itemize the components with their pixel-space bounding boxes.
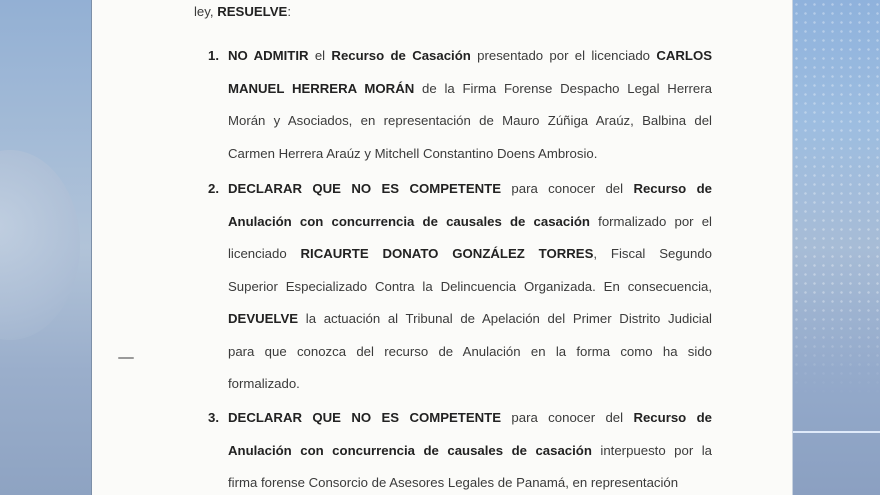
paragraph-line <box>228 246 712 262</box>
bold-text: Recurso de <box>633 181 712 196</box>
bold-text: NO ADMITIR <box>228 48 309 63</box>
text: interpuesto por la <box>591 442 712 458</box>
margin-mark <box>118 357 134 359</box>
intro-prefix: ley, <box>194 4 218 19</box>
text: para que conozca del recurso de Anulación en la forma como ha sido <box>228 343 712 359</box>
item-number: 1. <box>208 48 219 63</box>
text: Superior Especializado Contra la Delincuencia Organizada. En consecuencia, <box>228 278 712 294</box>
text: , Fiscal Segundo <box>593 246 713 261</box>
text: la actuación al Tribunal de Apelación del Primer Distrito Judicial <box>298 311 712 326</box>
background-dot-pattern <box>792 0 880 495</box>
paragraph-line <box>228 279 712 295</box>
intro-suffix: : <box>287 4 291 19</box>
paragraph-line <box>228 443 712 459</box>
text: para conocer del <box>501 410 634 425</box>
bold-text: Recurso de <box>633 410 712 425</box>
paragraph-line <box>228 181 712 197</box>
paragraph-line <box>228 344 712 360</box>
background-light-streak <box>792 431 880 433</box>
bold-text: DECLARAR QUE NO ES COMPETENTE <box>228 181 502 196</box>
bold-text: RICAURTE DONATO GONZÁLEZ TORRES <box>300 246 594 261</box>
paragraph-line <box>228 376 712 392</box>
bold-text: DECLARAR QUE NO ES COMPETENTE <box>228 410 502 425</box>
text: formalizado por el <box>589 213 712 229</box>
text: firma forense Consorcio de Asesores Legales de Panamá, en representación <box>228 475 679 490</box>
text: de la Firma Forense Despacho Legal Herrera <box>414 80 712 96</box>
paragraph-line <box>228 81 712 97</box>
background-globe-graphic <box>0 150 80 340</box>
bold-text: MANUEL HERRERA MORÁN <box>228 80 415 96</box>
bold-text: Anulación con concurrencia de causales de casación <box>228 442 592 458</box>
item-number: 3. <box>208 410 219 425</box>
bold-text: CARLOS <box>656 48 712 63</box>
intro-resuelve: RESUELVE <box>217 4 288 19</box>
background-left-panel <box>0 0 92 495</box>
paragraph-line <box>228 146 712 162</box>
text: Morán y Asociados, en representación de Mauro Zúñiga Araúz, Balbina del <box>228 113 712 128</box>
bold-text: Anulación con concurrencia de causales de casación <box>228 213 590 229</box>
text: para conocer del <box>501 181 634 196</box>
text: Carmen Herrera Araúz y Mitchell Constantino Doens Ambrosio. <box>228 145 598 161</box>
paragraph-line <box>228 214 712 230</box>
item-number: 2. <box>208 181 219 196</box>
paragraph-line <box>228 311 712 327</box>
text: formalizado. <box>228 376 300 391</box>
paragraph-line <box>228 410 712 426</box>
background-right-panel <box>792 0 880 495</box>
bold-text: Recurso de Casación <box>331 48 471 63</box>
paragraph-line <box>228 113 712 129</box>
paragraph-line <box>228 48 712 64</box>
paragraph-line <box>228 475 712 491</box>
text: el <box>308 48 332 63</box>
resolution-intro <box>194 4 291 19</box>
text: licenciado <box>228 246 301 261</box>
bold-text: DEVUELVE <box>228 311 299 326</box>
text: presentado por el licenciado <box>470 48 657 63</box>
